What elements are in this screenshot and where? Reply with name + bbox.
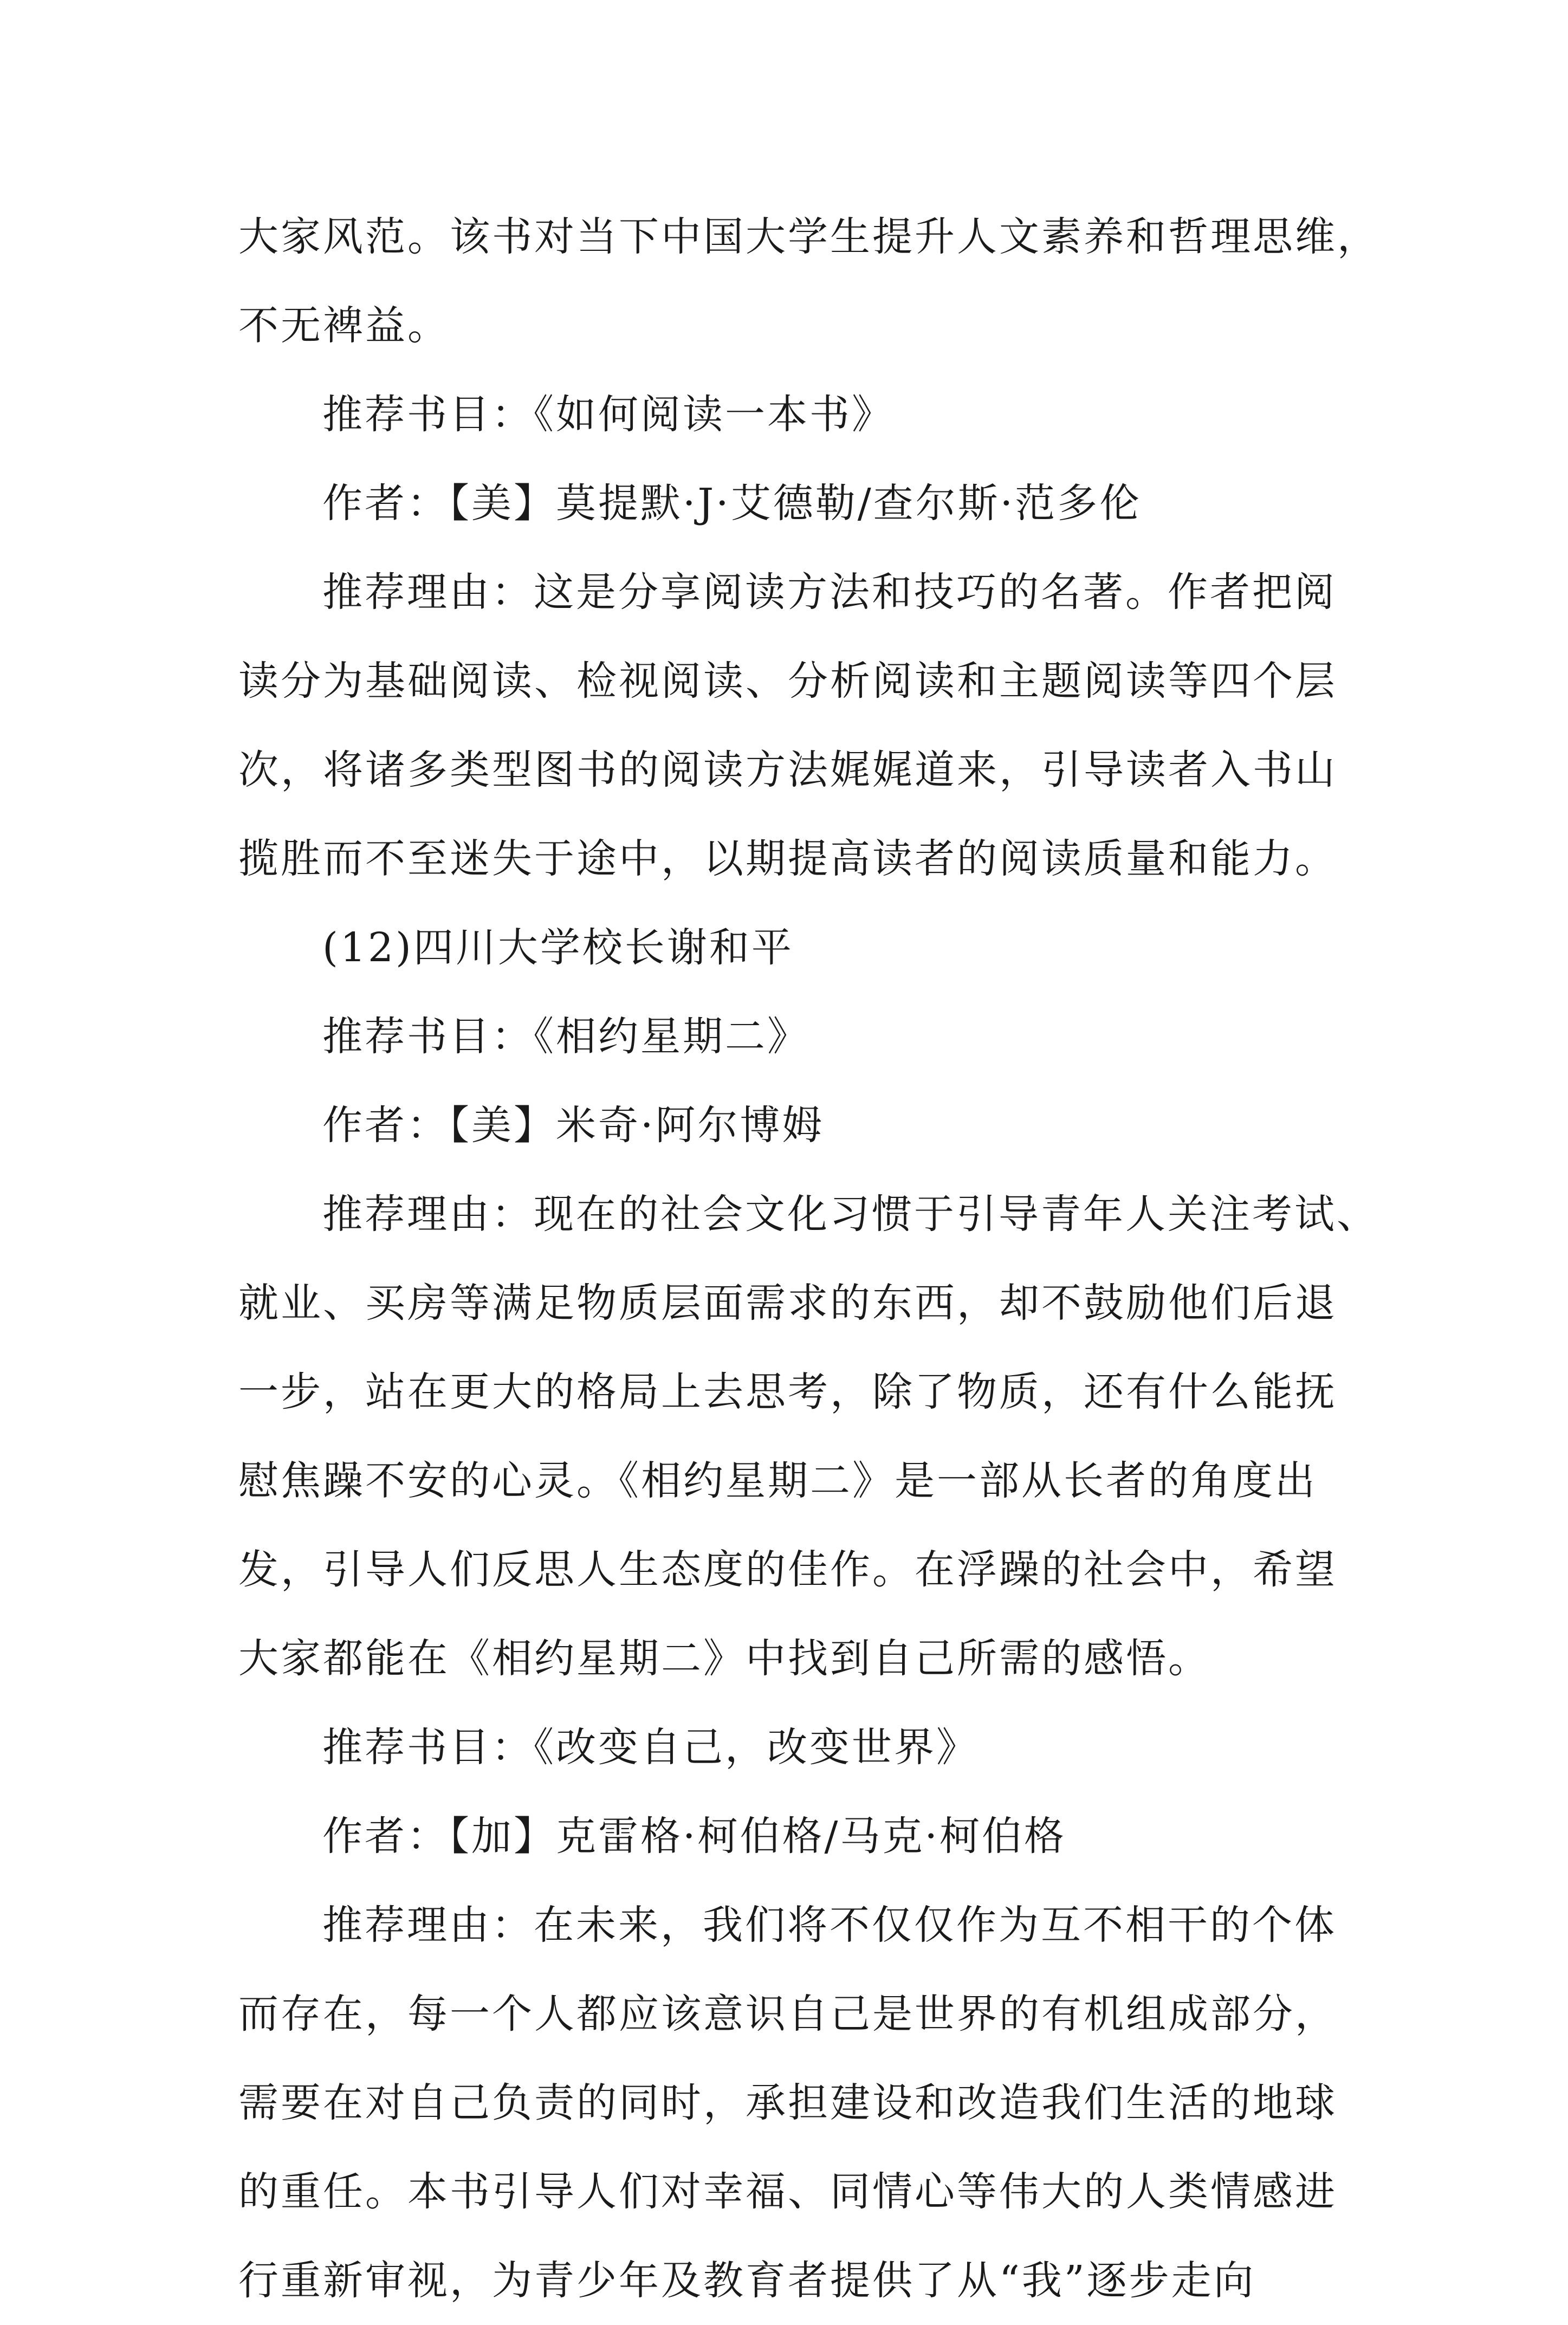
text-line: 读分为基础阅读、检视阅读、分析阅读和主题阅读等四个层 (238, 658, 1337, 704)
text-line: 推荐理由：现在的社会文化习惯于引导青年人关注考试、 (322, 1191, 1379, 1238)
text-line: 大家都能在《相约星期二》中找到自己所需的感悟。 (238, 1635, 1210, 1682)
text-line: 次，将诸多类型图书的阅读方法娓娓道来，引导读者入书山 (238, 747, 1337, 793)
document-body (238, 192, 1387, 2325)
text-line: 就业、买房等满足物质层面需求的东西，却不鼓励他们后退 (238, 1280, 1337, 1326)
text-line: 而存在，每一个人都应该意识自己是世界的有机组成部分， (238, 1991, 1337, 2037)
text-line: 揽胜而不至迷失于途中，以期提高读者的阅读质量和能力。 (238, 836, 1337, 882)
text-line: (12)四川大学校长谢和平 (322, 924, 794, 971)
text-line: 发，引导人们反思人生态度的佳作。在浮躁的社会中，希望 (238, 1546, 1337, 1593)
text-line: 的重任。本书引导人们对幸福、同情心等伟大的人类情感进 (238, 2168, 1337, 2215)
text-line: 慰焦躁不安的心灵。《相约星期二》是一部从长者的角度出 (238, 1458, 1317, 1504)
text-line: 推荐理由：在未来，我们将不仅仅作为互不相干的个体 (322, 1902, 1337, 1948)
text-line: 推荐书目：《改变自己，改变世界》 (322, 1724, 979, 1771)
text-line: 推荐书目：《相约星期二》 (322, 1013, 809, 1060)
text-line: 大家风范。该书对当下中国大学生提升人文素养和哲理思维， (238, 213, 1379, 260)
text-line: 一步，站在更大的格局上去思考，除了物质，还有什么能抚 (238, 1369, 1337, 1415)
text-line: 推荐理由：这是分享阅读方法和技巧的名著。作者把阅 (322, 569, 1337, 616)
text-line: 行重新审视，为青少年及教育者提供了从“我”逐步走向 (238, 2257, 1256, 2304)
text-line: 作者：【美】米奇·阿尔博姆 (322, 1102, 825, 1149)
text-line: 推荐书目：《如何阅读一本书》 (322, 391, 894, 438)
text-line: 需要在对自己负责的同时，承担建设和改造我们生活的地球 (238, 2080, 1337, 2126)
text-line: 不无裨益。 (238, 302, 450, 349)
text-line: 作者：【美】莫提默·J·艾德勒/查尔斯·范多伦 (322, 480, 1142, 527)
text-line: 作者：【加】克雷格·柯伯格/马克·柯伯格 (322, 1813, 1066, 1860)
